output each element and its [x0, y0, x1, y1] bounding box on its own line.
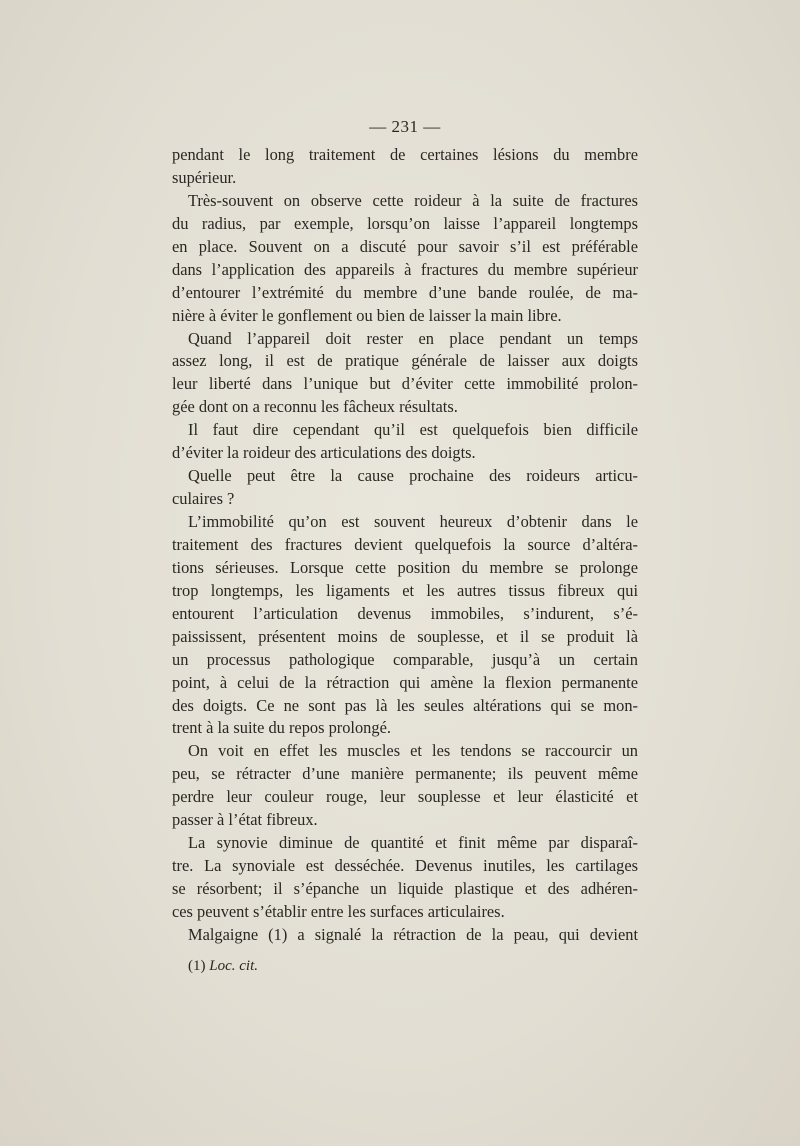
footnote-marker: (1): [188, 957, 206, 974]
text-line: Quelle peut être la cause prochaine des roideurs articu-: [188, 466, 638, 486]
text-block: [172, 114, 638, 977]
text-line: des doigts. Ce ne sont pas là les seules altérations qui se mon-: [172, 695, 638, 715]
text-line: L’immobilité qu’on est souvent heureux d’obtenir dans le: [188, 512, 638, 531]
text-line: tre. La synoviale est desséchée. Devenus inutiles, les cartilages: [172, 856, 638, 876]
text-line: leur liberté dans l’unique but d’éviter cette immobilité prolon-: [172, 374, 638, 394]
text-line: On voit en effet les muscles et les tendons se raccourcir un: [188, 741, 638, 761]
text-line: passer à l’état fibreux.: [172, 810, 318, 830]
text-line: La synovie diminue de quantité et finit même par disparaî-: [188, 833, 638, 853]
text-line: un processus pathologique comparable, jusqu’à un certain: [172, 649, 638, 669]
text-line: supérieur.: [172, 167, 237, 187]
text-line: peu, se rétracter d’une manière permanente; ils peuvent même: [172, 764, 638, 784]
text-line: ces peuvent s’établir entre les surfaces articulaires.: [172, 901, 505, 921]
text-line: Il faut dire cependant qu’il est quelquefois bien difficile: [188, 420, 638, 440]
text-line: entourent l’articulation devenus immobiles, s’indurent, s’é-: [172, 603, 638, 623]
text-line: trop longtemps, les ligaments et les autres tissus fibreux qui: [172, 580, 638, 600]
text-line: dans l’application des appareils à fractures du membre supérieur: [172, 259, 638, 279]
text-line: nière à éviter le gonflement ou bien de laisser la main libre.: [172, 305, 562, 325]
text-line: pendant le long traitement de certaines lésions du membre: [172, 145, 638, 164]
text-line: tions sérieuses. Lorsque cette position du membre se prolonge: [172, 557, 638, 577]
text-line: Quand l’appareil doit rester en place pendant un temps: [188, 328, 638, 348]
text-line: d’éviter la roideur des articulations des doigts.: [172, 443, 476, 463]
text-line: perdre leur couleur rouge, leur souplesse et leur élasticité et: [172, 787, 638, 807]
text-line: point, à celui de la rétraction qui amène la flexion permanente: [172, 672, 638, 692]
text-line: trent à la suite du repos prolongé.: [172, 718, 391, 738]
footnote-text: Loc. cit.: [209, 957, 258, 974]
text-line: paississent, présentent moins de souplesse, et il se produit là: [172, 626, 638, 646]
text-line: traitement des fractures devient quelquefois la source d’altéra-: [172, 534, 638, 554]
text-line: du radius, par exemple, lorsqu’on laisse l’appareil longtemps: [172, 213, 638, 233]
text-line: assez long, il est de pratique générale de laisser aux doigts: [172, 351, 638, 371]
page-number: — 231 —: [369, 117, 441, 136]
text-line: se résorbent; il s’épanche un liquide plastique et des adhéren-: [172, 879, 638, 898]
text-line: en place. Souvent on a discuté pour savoir s’il est préférable: [172, 236, 638, 256]
text-line: Très-souvent on observe cette roideur à la suite de fractures: [188, 190, 638, 210]
body-text: [172, 144, 638, 947]
text-line: d’entourer l’extrémité du membre d’une bande roulée, de ma-: [172, 282, 638, 302]
text-line: culaires ?: [172, 489, 235, 509]
text-line: Malgaigne (1) a signalé la rétraction de la peau, qui devient: [188, 924, 638, 944]
footnote: [172, 955, 638, 977]
text-line: gée dont on a reconnu les fâcheux résultats.: [172, 397, 458, 417]
